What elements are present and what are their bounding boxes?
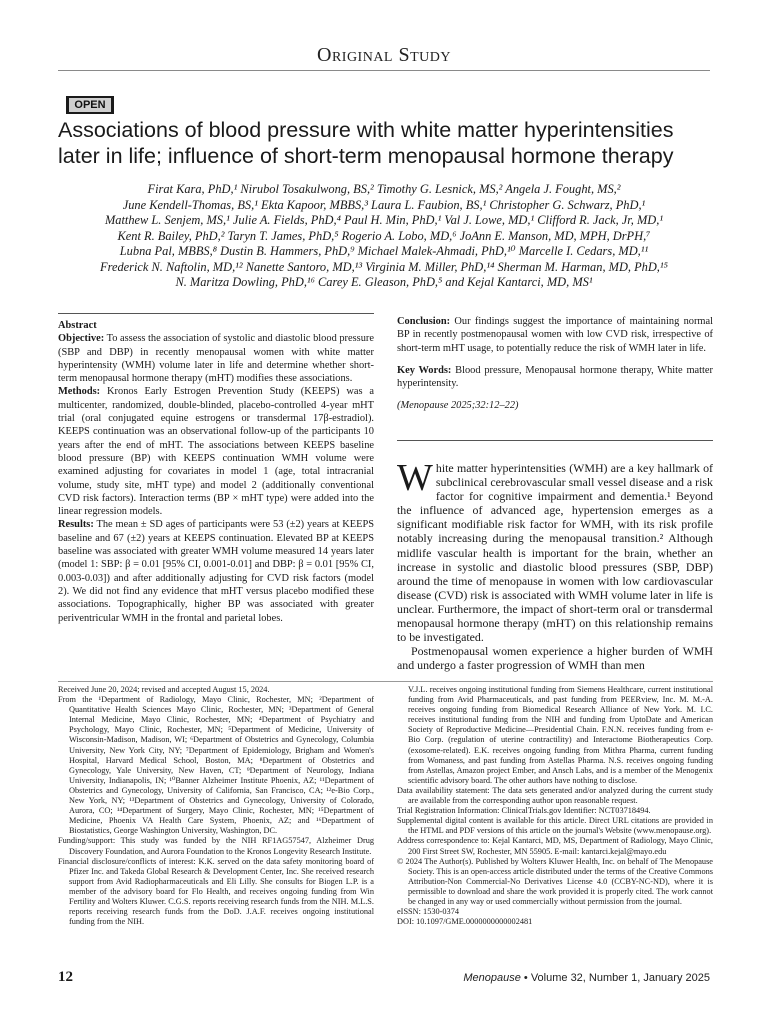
keywords-label: Key Words: [397,364,452,376]
open-access-label: OPEN [69,98,111,112]
body-paragraph-1 [397,457,713,645]
footnote-eissn: eISSN: 1530-0374 [397,907,459,917]
footnote-supplemental: Supplemental digital content is available for this article. Direct URL citations are provided in the HTML and PDF versions of this article on the journal's Website (www.menopause.org). [397,816,713,836]
results-text: The mean ± SD ages of participants were 53 (±2) years at KEEPS baseline and 67 (±2) years at KEEPS continuation. Elevated BP at KEEPS baseline was associated with greater WMH volume measured 14 years later (model 1: SBP: β = 0.01 [95% CI, 0.001-0.01] and DBP: β = 0.01 [95% CI, 0.003-0.03]) and after additionally adjusting for CVD risk factors (model 2). We did not find any evidence that mHT versus placebo modified these associations. Topographically, higher BP was associated with greater periventricular WMH in the frontal and parietal lobes. [58,519,374,624]
abstract-results [58,518,374,624]
keywords-text: Blood pressure, Menopausal hormone therapy, White matter hyperintensity. [397,364,713,390]
abstract-conclusion [397,315,713,355]
footnote-trial-registration: Trial Registration Information: ClinicalTrials.gov Identifier: NCT03718494. [397,806,651,816]
footnote-disclosures: Financial disclosure/conflicts of interest: K.K. served on the data safety monitoring board of Pfizer Inc. and Takeda Global Research & Development Center, Inc. She received research support from Avid Radiopharmaceuticals and Eli Lilly. She consults for Biogen L.P. is a member of the advisory board for Flo Health, and receives ongoing funding from Win Fertility and Wolters Kluwer. C.G.S. reports receiving research funds from the NIH. M.L.S. reports receiving research funds from the DoD. J.A.F. receives ongoing institutional funding from the NIH. [58,856,374,927]
abstract-bottom-rule [397,440,713,441]
author-line: Firat Kara, PhD,¹ Nirubol Tosakulwong, BS,² Timothy G. Lesnick, MS,² Angela J. Fought, MS,² [147,182,621,196]
running-footer [463,972,710,984]
abstract-objective [58,332,374,385]
body-paragraph-2: Postmenopausal women experience a higher burden of WMH and undergo a faster progression of WMH than men [397,644,713,673]
abstract-citation: (Menopause 2025;32:12–22) [397,400,519,412]
objective-label: Objective: [58,333,105,345]
footnote-affiliations: From the ¹Department of Radiology, Mayo Clinic, Rochester, MN; ²Department of Quantitative Health Sciences Mayo Clinic, Rochester, MN; ³Department of General Internal Medicine, Mayo Clinic, Rochester, MN; ⁴Department of Psychiatry and Psychology, Mayo Clinic, Rochester, MN; ⁵Department of Medicine, University of Wisconsin-Madison, Madison, WI; ⁶Department of Obstetrics and Gynecology, Columbia University, New York City, NY; ⁷Department of Epidemiology, Brigham and Women's Hospital, Harvard Medical School, Boston, MA; ⁸Department of Obstetrics and Gynecology, Yale University, New Haven, CT; ⁹Department of Neurology, Indiana University, Indianapolis, IN; ¹⁰Banner Alzheimer Institute Phoenix, AZ; ¹¹Department of Obstetrics and Gynecology, University of California, San Francisco, CA; ¹²e-Bio Corp., New York, NY; ¹³Department of Obstetrics and Gynecology, University of Colorado, Aurora, CO; ¹⁴Department of Surgery, Mayo Clinic, Rochester, MN; ¹⁵Department of Medicine, Phoenix VA Health Care System, Phoenix, AZ; and ¹⁶Department of Biostatistics, George Washington University, Washington, DC. [58,695,374,836]
issue-info: • Volume 32, Number 1, January 2025 [520,972,710,984]
objective-text: To assess the association of systolic and diastolic blood pressure (SBP and DBP) in recently menopausal women with white matter hyperintensity (WMH) volume later in life and determine whether short-term menopausal hormone therapy (mHT) modifies these associations. [58,333,374,385]
conclusion-label: Conclusion: [397,316,451,327]
footnotes-left [58,685,374,927]
header-rule [58,70,710,71]
author-line: Frederick N. Naftolin, MD,¹² Nanette Santoro, MD,¹³ Virginia M. Miller, PhD,¹⁴ Sherman M. Harman, MD, PhD,¹⁵ [100,259,668,274]
author-line: Kent R. Bailey, PhD,² Taryn T. James, PhD,⁵ Rogerio A. Lobo, MD,⁶ JoAnn E. Manson, MD, MPH, DrPH,⁷ [117,228,651,243]
journal-name: Menopause [463,972,521,984]
footnote-copyright: © 2024 The Author(s). Published by Wolters Kluwer Health, Inc. on behalf of The Menopause Society. This is an open-access article distributed under the terms of the Creative Commons Attribution-Non Commercial-No Derivatives License 4.0 (CCBY-NC-ND), where it is permissible to download and share the work provided it is properly cited. The work cannot be changed in any way or used commercially without permission from the journal. [397,856,713,906]
results-label: Results: [58,519,94,531]
footnote-rule [58,681,713,682]
abstract-heading: Abstract [58,320,97,331]
author-list [58,182,710,291]
drop-cap: W [397,457,433,499]
page-number: 12 [58,969,73,985]
footnote-received: Received June 20, 2024; revised and accepted August 15, 2024. [58,685,270,694]
author-line: N. Maritza Dowling, PhD,¹⁶ Carey E. Gleason, PhD,⁵ and Kejal Kantarci, MD, MS¹ [175,275,593,289]
abstract-methods [58,385,374,518]
abstract-column [58,319,374,625]
footnote-disclosures-continued: V.J.L. receives ongoing institutional funding from Siemens Healthcare, current institutional funding from Avid Pharmaceuticals, and past funding from PEERview, Inc. M. M.-A. receives ongoing funding from Biomedical Research Alliance of New York. M. I.C. receives institutional funding from the NIH and funding from UptoDate and American Society of Reproductive Medicine—Presidential Chain. F.N.N. receives funding from e-Bio Corp. (regulation of uterine contractility) and Interactome Biotherapeutics Corp. (exosome-related). E.K. receives ongoing funding from Mithra Pharma, current funding from Womaness, and past funding from Astellas Pharma. N.S. receives ongoing funding from Astellas, Amazon project Ember, and Ansch Labs, and is a member of the Menogenix scientific advisory board. The other authors have nothing to disclose. [408,685,713,785]
methods-label: Methods: [58,386,101,398]
footnotes-right [397,685,713,927]
footnote-correspondence: Address correspondence to: Kejal Kantarci, MD, MS, Department of Radiology, Mayo Clinic, 200 First Street SW, Rochester, MN 55905. E-mail: kantarci.kejal@mayo.edu [397,836,713,856]
open-access-badge [66,96,114,114]
abstract-keywords [397,364,713,391]
abstract-conclusion-column [397,315,713,413]
section-label: Original Study [317,44,451,66]
body-column [397,457,713,673]
footnote-data-availability: Data availability statement: The data sets generated and/or analyzed during the current study are available from the corresponding author upon reasonable request. [397,785,713,806]
article-title: Associations of blood pressure with white matter hyperintensities later in life; influence of short-term menopausal hormone therapy [58,118,674,168]
abstract-top-rule [58,313,374,314]
footnote-doi: DOI: 10.1097/GME.0000000000002481 [397,917,533,927]
footnote-funding: Funding/support: This study was funded by the NIH RF1AG57547, Alzheimer Drug Discovery Foundation, and Aurora Foundation to the Kronos Longevity Research Institute. [58,836,374,856]
author-line: Lubna Pal, MBBS,⁸ Dustin B. Hammers, PhD,⁹ Michael Malek-Ahmadi, PhD,¹⁰ Marcelle I. Cedars, MD,¹¹ [119,244,649,258]
conclusion-text: Our findings suggest the importance of maintaining normal BP in recently postmenopausal women with low CVD risk, irrespective of short-term mHT usage, to potentially reduce the risk of WMH later in life. [397,316,713,354]
body-paragraph-1-text: hite matter hyperintensities (WMH) are a key hallmark of subclinical cerebrovascular small vessel disease and a risk factor for cognitive impairment and dementia.¹ Beyond the influence of advanced age, hypertension emerges as a significant modifiable risk factor for WMH, with its risk profile notably increasing during the menopausal transition.² Although midlife vascular health is important for the brain, whether an increase in systolic and diastolic blood pressures (SBP, DBP) around the time of menopause in women with low cardiovascular disease (CVD) risk is associated with WMH volume later in life is unclear. Furthermore, the impact of short-term oral or transdermal menopausal hormone therapy (mHT) on this relationship remains to be investigated. [397,461,713,645]
methods-text: Kronos Early Estrogen Prevention Study (KEEPS) was a multicenter, randomized, double-blinded, placebo-controlled 4-year mHT trial (oral conjugated equine estrogens or transdermal 17β-estradiol). KEEPS continuation was an observational follow-up of the participants 10 years after the end of mHT. The associations between KEEPS baseline blood pressure (BP) with KEEPS continuation WMH volume were examined adjusting for covariates in model 1 (age, total intracranial volume, study site, mHT type) and model 2 (additionally conventional CVD risk factors). Interaction terms (BP × mHT type) were added into the linear regression models. [58,386,374,518]
author-line: Matthew L. Senjem, MS,¹ Julie A. Fields, PhD,⁴ Paul H. Min, PhD,¹ Val J. Lowe, MD,¹ Clifford R. Jack, Jr, MD,¹ [104,213,664,227]
author-line: June Kendell-Thomas, BS,¹ Ekta Kapoor, MBBS,³ Laura L. Faubion, BS,¹ Christopher G. Schwarz, PhD,¹ [122,197,646,212]
